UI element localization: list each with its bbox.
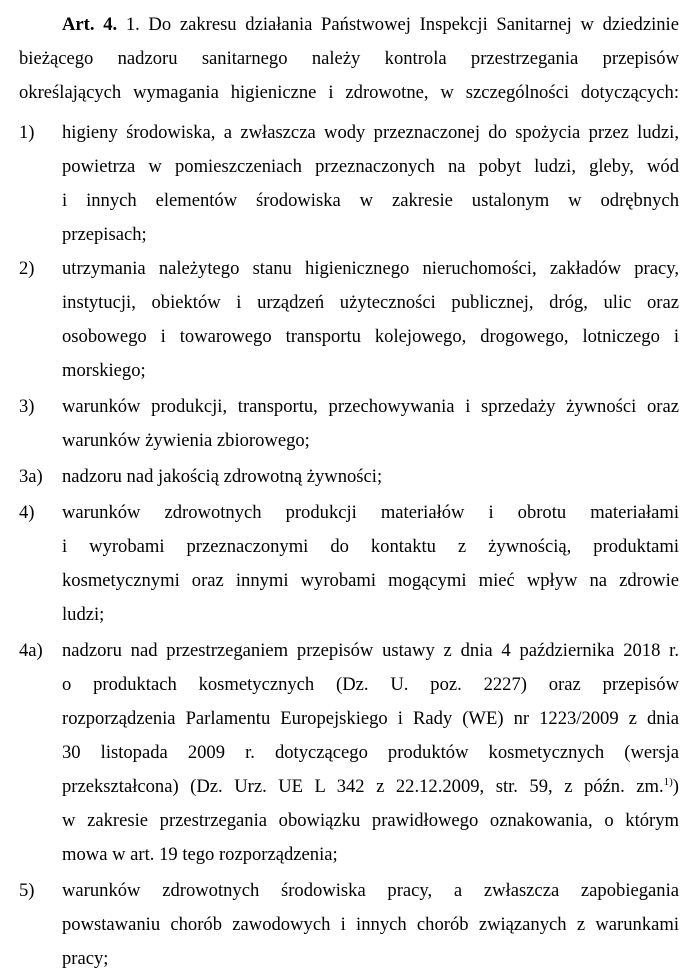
item-number: 4a) <box>19 640 43 661</box>
item-line: ludzi; <box>62 604 105 625</box>
item-number: 4) <box>19 502 35 523</box>
item-line-with-footnote <box>62 770 679 804</box>
item-line: warunków zdrowotnych środowiska pracy, a zwłaszcza zapobiegania <box>62 880 679 901</box>
item-line: nadzoru nad przestrzeganiem przepisów ustawy z dnia 4 października 2018 r. <box>62 640 679 661</box>
item-line: mowa w art. 19 tego rozporządzenia; <box>62 844 338 865</box>
item-line: 30 listopada 2009 r. dotyczącego produktów kosmetycznych (wersja <box>62 742 679 763</box>
item-line: warunków produkcji, transportu, przechowywania i sprzedaży żywności oraz <box>62 396 679 417</box>
item-number: 5) <box>19 880 35 901</box>
footnote-reference[interactable]: 1) <box>663 776 673 788</box>
item-line: morskiego; <box>62 360 146 381</box>
item-line: pracy; <box>62 948 109 969</box>
item-line: w zakresie przestrzegania obowiązku prawidłowego oznakowania, o którym <box>62 810 679 831</box>
article-intro-text: 1. Do zakresu działania Państwowej Inspekcji Sanitarnej w dziedzinie <box>125 14 679 35</box>
item-number: 3) <box>19 396 35 417</box>
item-line: warunków żywienia zbiorowego; <box>62 430 310 451</box>
article-label: Art. 4. <box>62 14 118 35</box>
article-intro-line <box>62 8 679 42</box>
item-line: osobowego i towarowego transportu kolejowego, drogowego, lotniczego i <box>62 326 679 347</box>
item-line: higieny środowiska, a zwłaszcza wody przeznaczonej do spożycia przez ludzi, <box>62 122 679 143</box>
article-intro-line: określających wymagania higieniczne i zdrowotne, w szczególności dotyczących: <box>19 82 679 103</box>
item-line: przepisach; <box>62 224 147 245</box>
item-number: 3a) <box>19 466 43 487</box>
item-line: i wyrobami przeznaczonymi do kontaktu z żywnością, produktami <box>62 536 679 557</box>
item-line: nadzoru nad jakością zdrowotną żywności; <box>62 466 383 487</box>
item-line: powstawaniu chorób zawodowych i innych chorób związanych z warunkami <box>62 914 679 935</box>
article-intro-line: bieżącego nadzoru sanitarnego należy kontrola przestrzegania przepisów <box>19 48 679 69</box>
item-line: instytucji, obiektów i urządzeń użyteczności publicznej, dróg, ulic oraz <box>62 292 679 313</box>
item-line-text: przekształcona) (Dz. Urz. UE L 342 z 22.12.2009, str. 59, z późn. zm. <box>62 776 664 797</box>
item-number: 2) <box>19 258 35 279</box>
item-line: utrzymania należytego stanu higienicznego nieruchomości, zakładów pracy, <box>62 258 679 279</box>
closing-parenthesis: ) <box>672 776 679 797</box>
item-line: warunków zdrowotnych produkcji materiałów i obrotu materiałami <box>62 502 679 523</box>
item-line: rozporządzenia Parlamentu Europejskiego i Rady (WE) nr 1223/2009 z dnia <box>62 708 679 729</box>
item-number: 1) <box>19 122 35 143</box>
item-line: o produktach kosmetycznych (Dz. U. poz. 2227) oraz przepisów <box>62 674 679 695</box>
item-line: kosmetycznymi oraz innymi wyrobami mogącymi mieć wpływ na zdrowie <box>62 570 679 591</box>
item-line: i innych elementów środowiska w zakresie ustalonym w odrębnych <box>62 190 679 211</box>
item-line: powietrza w pomieszczeniach przeznaczonych na pobyt ludzi, gleby, wód <box>62 156 679 177</box>
